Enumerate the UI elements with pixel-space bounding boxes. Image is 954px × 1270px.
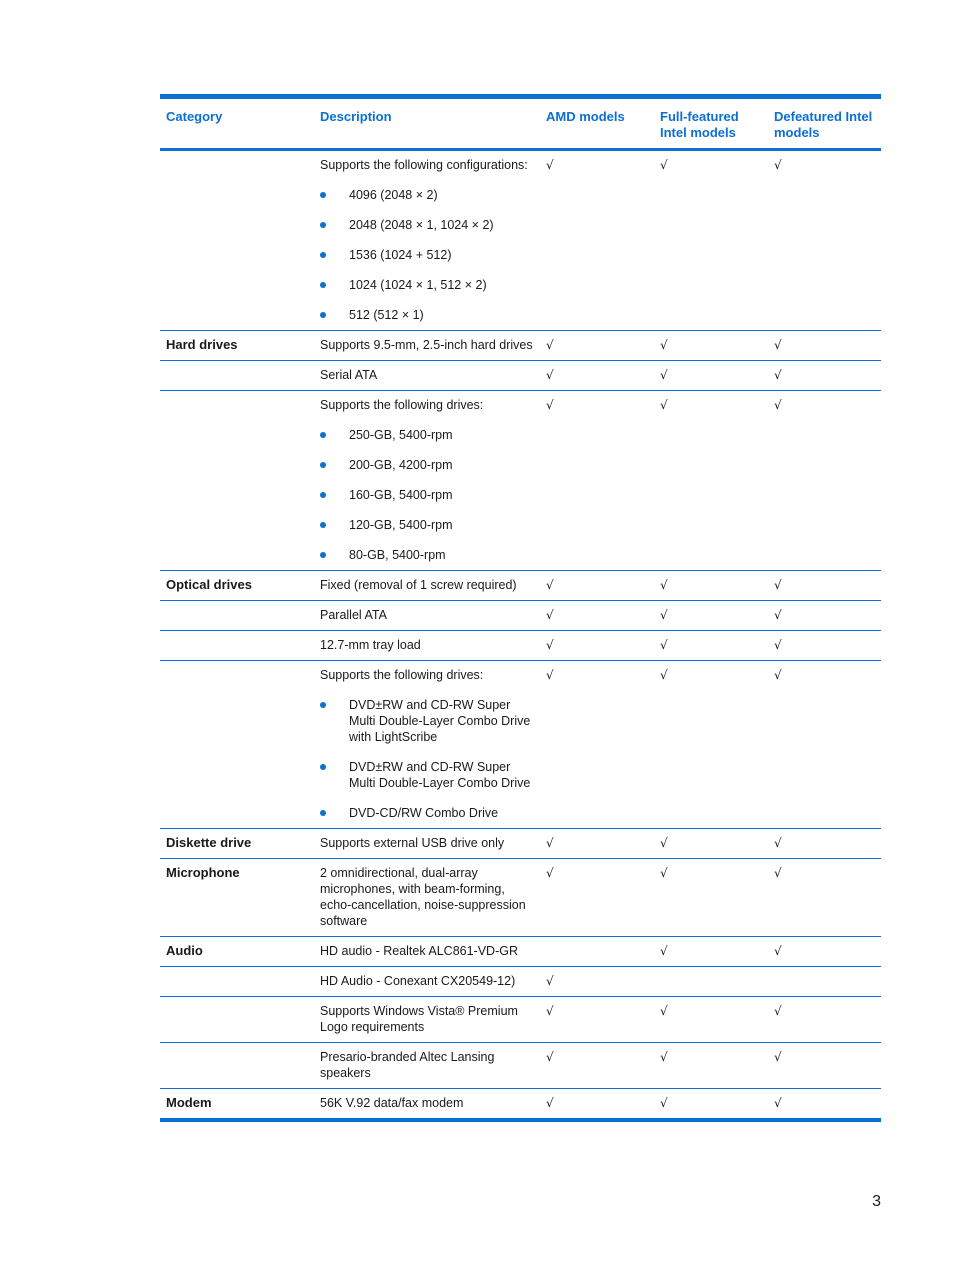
full-featured-intel-check-cell: √: [654, 601, 768, 631]
bullet-dot-icon: [320, 282, 326, 288]
defeatured-intel-check-cell: √: [768, 829, 881, 859]
table-row: [160, 361, 881, 391]
full-featured-intel-check-cell: √: [654, 937, 768, 967]
full-featured-intel-check-cell: √: [654, 1043, 768, 1089]
amd-check-cell: √: [540, 391, 654, 571]
defeatured-intel-check-cell: √: [768, 631, 881, 661]
list-item: [320, 247, 534, 263]
header-amd-models: AMD models: [540, 97, 654, 150]
list-item: [320, 307, 534, 323]
row-description: Parallel ATA: [320, 608, 387, 622]
full-featured-intel-check-cell: √: [654, 571, 768, 601]
list-item-text: DVD-CD/RW Combo Drive: [349, 806, 499, 820]
defeatured-intel-check-cell: √: [768, 997, 881, 1043]
bullet-dot-icon: [320, 252, 326, 258]
table-body: [160, 150, 881, 1121]
row-description: HD Audio - Conexant CX20549-12): [320, 974, 516, 988]
bullet-dot-icon: [320, 810, 326, 816]
bullet-list: [320, 427, 534, 563]
amd-check-cell: [540, 937, 654, 967]
list-item: [320, 487, 534, 503]
row-description-cell: [314, 331, 540, 361]
row-category: [160, 601, 314, 631]
amd-check-cell: √: [540, 331, 654, 361]
defeatured-intel-check-cell: √: [768, 150, 881, 331]
defeatured-intel-check-cell: √: [768, 571, 881, 601]
row-category: Optical drives: [160, 571, 314, 601]
amd-check-cell: √: [540, 571, 654, 601]
bullet-dot-icon: [320, 462, 326, 468]
amd-check-cell: √: [540, 1043, 654, 1089]
header-category: Category: [160, 97, 314, 150]
defeatured-intel-check-cell: √: [768, 1043, 881, 1089]
bullet-dot-icon: [320, 492, 326, 498]
amd-check-cell: √: [540, 997, 654, 1043]
row-description: 12.7-mm tray load: [320, 638, 421, 652]
row-category: Hard drives: [160, 331, 314, 361]
row-description-cell: [314, 1089, 540, 1121]
bullet-dot-icon: [320, 312, 326, 318]
row-description-cell: [314, 1043, 540, 1089]
table-row: [160, 150, 881, 331]
defeatured-intel-check-cell: √: [768, 331, 881, 361]
row-category: Audio: [160, 937, 314, 967]
full-featured-intel-check-cell: [654, 967, 768, 997]
defeatured-intel-check-cell: [768, 967, 881, 997]
row-description: Supports 9.5-mm, 2.5-inch hard drives: [320, 338, 533, 352]
row-description: Supports the following drives:: [320, 668, 484, 682]
list-item-text: 2048 (2048 × 1, 1024 × 2): [349, 218, 494, 232]
row-description-cell: [314, 601, 540, 631]
full-featured-intel-check-cell: √: [654, 361, 768, 391]
list-item-text: 120-GB, 5400-rpm: [349, 518, 453, 532]
defeatured-intel-check-cell: √: [768, 601, 881, 631]
row-description-cell: [314, 859, 540, 937]
list-item: [320, 427, 534, 443]
amd-check-cell: √: [540, 361, 654, 391]
full-featured-intel-check-cell: √: [654, 661, 768, 829]
list-item-text: 160-GB, 5400-rpm: [349, 488, 453, 502]
full-featured-intel-check-cell: √: [654, 331, 768, 361]
list-item-text: 512 (512 × 1): [349, 308, 424, 322]
row-description: Supports the following configurations:: [320, 158, 528, 172]
table-row: [160, 601, 881, 631]
defeatured-intel-check-cell: √: [768, 937, 881, 967]
bullet-dot-icon: [320, 522, 326, 528]
table-row: [160, 997, 881, 1043]
row-category: [160, 1043, 314, 1089]
row-description: 56K V.92 data/fax modem: [320, 1096, 464, 1110]
amd-check-cell: √: [546, 1096, 554, 1110]
table-row: [160, 661, 881, 829]
list-item-text: 80-GB, 5400-rpm: [349, 548, 446, 562]
defeatured-intel-check-cell: √: [768, 391, 881, 571]
full-featured-intel-check-cell: √: [654, 631, 768, 661]
amd-check-cell: √: [540, 967, 654, 997]
row-category: [160, 150, 314, 331]
full-featured-intel-check-cell: √: [660, 1096, 668, 1110]
table-row: [160, 331, 881, 361]
bullet-dot-icon: [320, 764, 326, 770]
defeatured-intel-check-cell: √: [768, 661, 881, 829]
list-item-text: 4096 (2048 × 2): [349, 188, 438, 202]
bullet-dot-icon: [320, 552, 326, 558]
full-featured-intel-check-cell: √: [654, 829, 768, 859]
list-item: [320, 457, 534, 473]
row-category: Modem: [166, 1095, 212, 1110]
list-item-text: 250-GB, 5400-rpm: [349, 428, 453, 442]
table-header-row: [160, 97, 881, 150]
row-description: 2 omnidirectional, dual-array microphones, with beam-forming, echo-cancellation, noise-suppression software: [320, 866, 526, 928]
full-featured-intel-check-cell: √: [654, 391, 768, 571]
specifications-table: [160, 94, 881, 1122]
table-row: [160, 829, 881, 859]
list-item-text: DVD±RW and CD-RW Super Multi Double-Layer Combo Drive: [349, 760, 531, 790]
header-description: Description: [314, 97, 540, 150]
list-item: [320, 187, 534, 203]
list-item: [320, 277, 534, 293]
row-category: [160, 361, 314, 391]
amd-check-cell: √: [540, 150, 654, 331]
row-description-cell: [314, 631, 540, 661]
list-item-text: 1024 (1024 × 1, 512 × 2): [349, 278, 487, 292]
row-description-cell: [314, 997, 540, 1043]
row-description-cell: [314, 967, 540, 997]
row-description-cell: [314, 571, 540, 601]
full-featured-intel-check-cell: √: [654, 150, 768, 331]
amd-check-cell: √: [540, 631, 654, 661]
list-item: [320, 697, 534, 745]
table-row: [160, 859, 881, 937]
table-row: [160, 1089, 881, 1121]
row-description: Serial ATA: [320, 368, 378, 382]
full-featured-intel-check-cell: √: [654, 859, 768, 937]
amd-check-cell: √: [540, 601, 654, 631]
row-description-cell: [314, 150, 540, 331]
header-full-featured-intel-models: Full-featured Intel models: [654, 97, 768, 150]
row-description-cell: [314, 661, 540, 829]
row-description-cell: [314, 391, 540, 571]
bullet-dot-icon: [320, 192, 326, 198]
row-description: Supports Windows Vista® Premium Logo requirements: [320, 1004, 518, 1034]
list-item: [320, 805, 534, 821]
row-category: Diskette drive: [160, 829, 314, 859]
bullet-dot-icon: [320, 222, 326, 228]
table-row: [160, 571, 881, 601]
row-description-cell: [314, 829, 540, 859]
row-description: Supports external USB drive only: [320, 836, 505, 850]
full-featured-intel-check-cell: √: [654, 997, 768, 1043]
bullet-list: [320, 697, 534, 821]
row-description: Fixed (removal of 1 screw required): [320, 578, 517, 592]
row-description: HD audio - Realtek ALC861-VD-GR: [320, 944, 518, 958]
row-category: [160, 631, 314, 661]
list-item-text: DVD±RW and CD-RW Super Multi Double-Layer Combo Drive with LightScribe: [349, 698, 531, 744]
defeatured-intel-check-cell: √: [768, 859, 881, 937]
page-number: 3: [872, 1193, 881, 1210]
table-row: [160, 1043, 881, 1089]
row-description: Supports the following drives:: [320, 398, 484, 412]
row-description-cell: [314, 361, 540, 391]
table-row: [160, 391, 881, 571]
defeatured-intel-check-cell: √: [774, 1096, 782, 1110]
table-row: [160, 631, 881, 661]
row-description-cell: [314, 937, 540, 967]
list-item: [320, 217, 534, 233]
row-category: Microphone: [160, 859, 314, 937]
amd-check-cell: √: [540, 859, 654, 937]
table-row: [160, 937, 881, 967]
header-defeatured-intel-models: Defeatured Intel models: [768, 97, 881, 150]
bullet-dot-icon: [320, 432, 326, 438]
amd-check-cell: √: [540, 661, 654, 829]
bullet-dot-icon: [320, 702, 326, 708]
list-item: [320, 547, 534, 563]
list-item-text: 1536 (1024 + 512): [349, 248, 452, 262]
defeatured-intel-check-cell: √: [768, 361, 881, 391]
row-category: [160, 661, 314, 829]
row-category: [160, 967, 314, 997]
row-category: [160, 391, 314, 571]
table-row: [160, 967, 881, 997]
list-item-text: 200-GB, 4200-rpm: [349, 458, 453, 472]
row-category: [160, 997, 314, 1043]
list-item: [320, 517, 534, 533]
bullet-list: [320, 187, 534, 323]
row-description: Presario-branded Altec Lansing speakers: [320, 1050, 495, 1080]
list-item: [320, 759, 534, 791]
amd-check-cell: √: [540, 829, 654, 859]
